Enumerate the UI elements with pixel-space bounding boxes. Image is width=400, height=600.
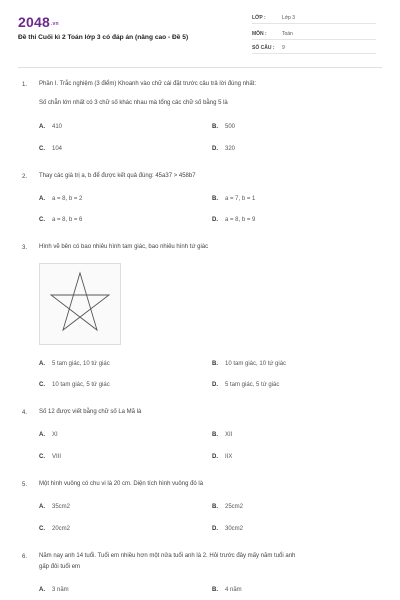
question-line: Hình vẽ bên có bao nhiêu hình tam giác, bao nhiêu hình tứ giác	[39, 244, 209, 250]
question-line: gấp đôi tuổi em	[39, 564, 81, 570]
option-d[interactable]: D. 30cm2	[212, 526, 244, 532]
option-b[interactable]: B. 4 năm	[212, 587, 242, 593]
logo-suffix: .vn	[50, 21, 59, 27]
question-line: Năm nay anh 14 tuổi. Tuổi em nhiều hơn một nửa tuổi anh là 2. Hỏi trước đây mấy năm tuổi anh	[39, 553, 296, 559]
logo-text: 2048	[18, 14, 50, 30]
question-text	[39, 551, 295, 573]
question-number: 4.	[22, 410, 28, 416]
question-number: 2.	[22, 174, 28, 180]
option-a[interactable]: A. a = 8, b = 2	[39, 196, 83, 202]
option-b[interactable]: B. XII	[212, 432, 233, 438]
option-c[interactable]: C. 10 tam giác, 5 tứ giác	[39, 382, 110, 388]
option-c[interactable]: C. 104	[39, 146, 63, 152]
question-number: 1.	[22, 82, 28, 88]
option-b[interactable]: B. 10 tam giác, 10 tứ giác	[212, 361, 287, 367]
option-a[interactable]: A. XI	[39, 432, 58, 438]
exam-title: Đề thi Cuối kì 2 Toán lớp 3 có đáp án (nâng cao - Đề 5)	[18, 34, 189, 41]
option-d[interactable]: D. IIX	[212, 454, 233, 460]
info-label: MÔN :	[252, 31, 267, 37]
option-d[interactable]: D. a = 8, b = 9	[212, 217, 256, 223]
star-outline	[51, 273, 109, 330]
option-a[interactable]: A. 35cm2	[39, 504, 71, 510]
option-c[interactable]: C. 20cm2	[39, 526, 71, 532]
pentagram-drawing	[40, 264, 120, 344]
option-c[interactable]: C. a = 8, b = 6	[39, 217, 83, 223]
question-number: 3.	[22, 245, 28, 251]
question-number: 6.	[22, 554, 28, 560]
header-divider	[18, 67, 382, 68]
info-value: 9	[282, 45, 285, 51]
question-text	[39, 171, 196, 183]
info-value: Lớp 3	[282, 15, 296, 21]
option-d[interactable]: D. 320	[212, 146, 236, 152]
question-line: Một hình vuông có chu vi là 20 cm. Diện tích hình vuông đó là	[39, 481, 204, 487]
option-a[interactable]: A. 5 tam giác, 10 tứ giác	[39, 361, 110, 367]
question-line: Số 12 được viết bằng chữ số La Mã là	[39, 409, 142, 415]
question-text	[39, 479, 203, 491]
question-line: Phần I. Trắc nghiệm (3 điểm) Khoanh vào chữ cái đặt trước câu trả lời đúng nhất:	[39, 81, 257, 87]
question-line: Số chẵn lớn nhất có 3 chữ số khác nhau mà tổng các chữ số bằng 5 là	[39, 99, 228, 106]
question-text	[39, 407, 141, 419]
option-a[interactable]: A. 3 năm	[39, 587, 69, 593]
option-d[interactable]: D. 5 tam giác, 5 tứ giác	[212, 382, 280, 388]
info-row-class	[252, 14, 376, 24]
page-header	[0, 0, 400, 64]
info-label: LỚP :	[252, 15, 266, 21]
star-figure	[39, 263, 121, 345]
site-logo[interactable]	[18, 14, 59, 30]
question-line: Thay các giá trị a, b để được kết quả đúng: 45a37 > 458b7	[39, 173, 196, 179]
option-c[interactable]: C. VIII	[39, 454, 62, 460]
info-row-subject	[252, 30, 376, 40]
info-label: SỐ CÂU :	[252, 45, 275, 51]
info-row-count	[252, 44, 376, 54]
question-text	[39, 79, 256, 109]
option-b[interactable]: B. a = 7, b = 1	[212, 196, 256, 202]
info-value: Toán	[282, 31, 293, 37]
option-a[interactable]: A. 410	[39, 124, 63, 130]
option-b[interactable]: B. 25cm2	[212, 504, 244, 510]
option-b[interactable]: B. 500	[212, 124, 236, 130]
question-number: 5.	[22, 482, 28, 488]
question-text	[39, 242, 208, 254]
